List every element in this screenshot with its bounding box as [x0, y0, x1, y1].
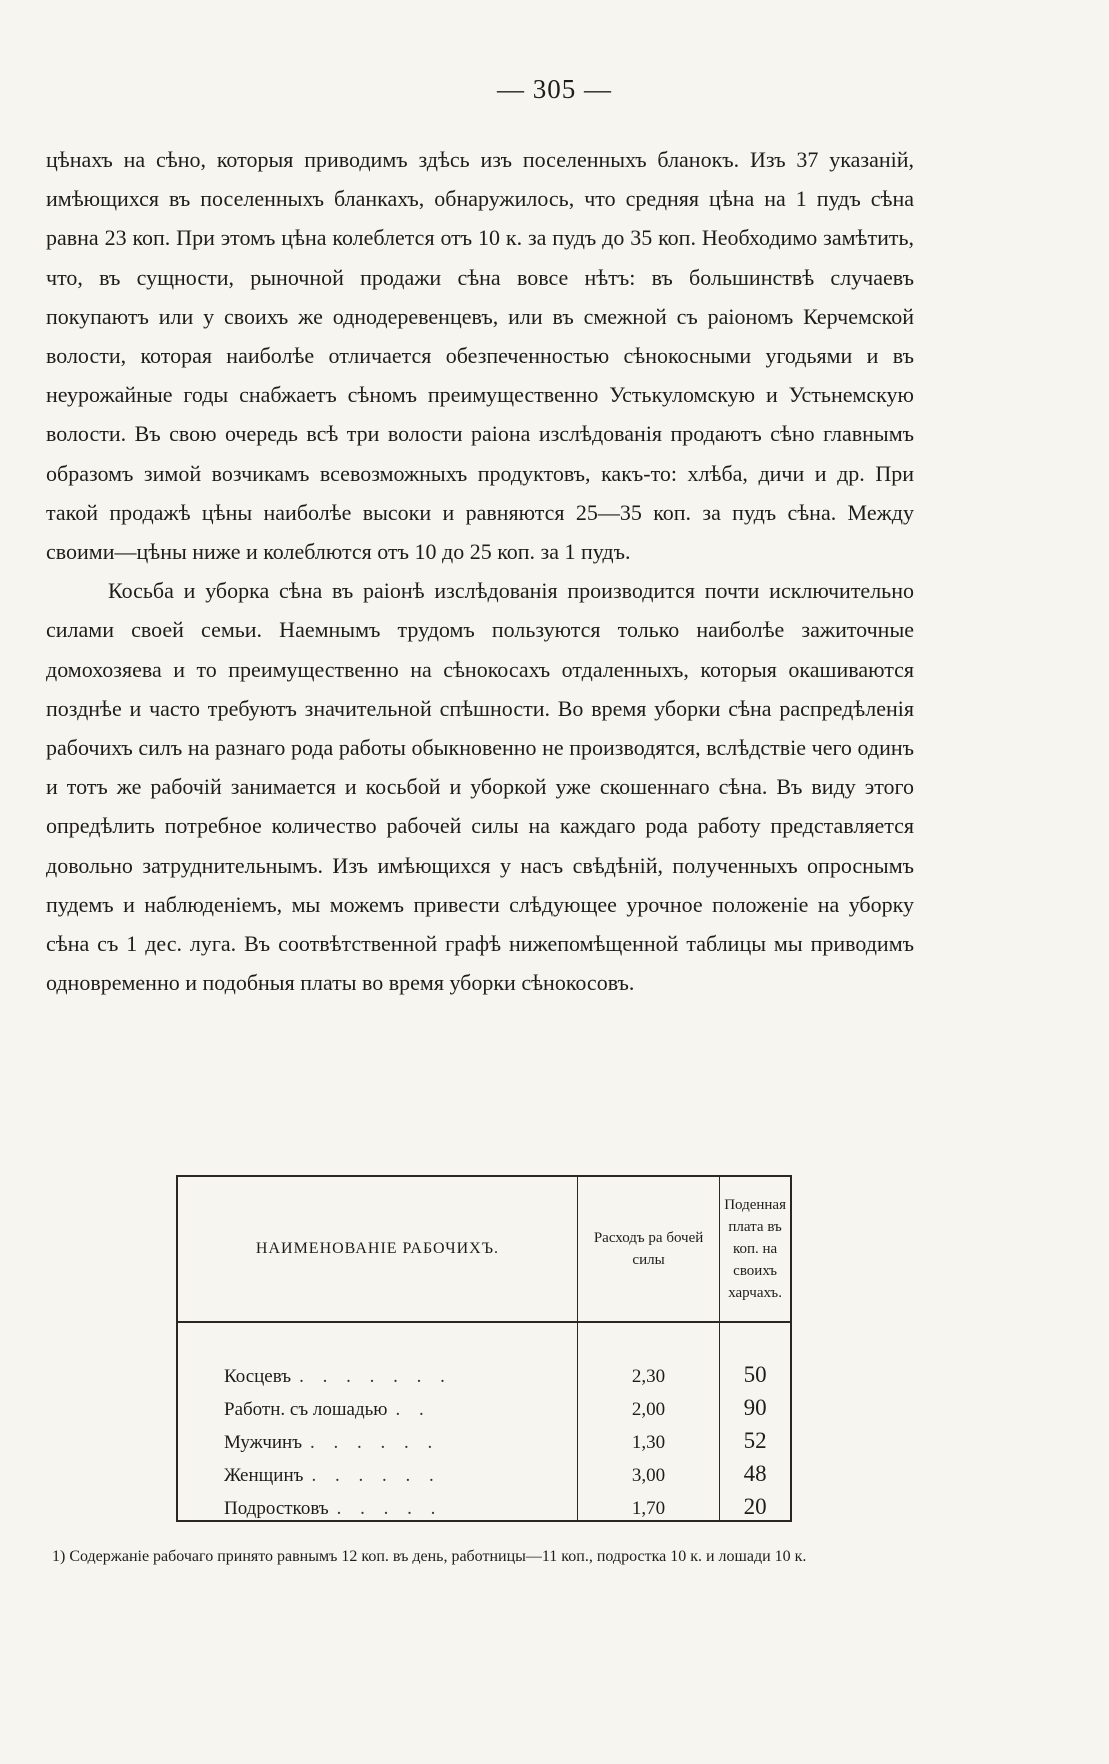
labor-expense-value: 2,30: [577, 1355, 719, 1388]
table-header-row: [177, 1176, 791, 1322]
daily-wage-value: 20: [720, 1487, 791, 1521]
body-text: [46, 140, 914, 1002]
table-row: [177, 1454, 791, 1487]
labor-expense-value: 1,70: [577, 1487, 719, 1521]
workers-table: [176, 1175, 792, 1522]
worker-name: Мужчинъ: [224, 1431, 303, 1453]
leader-dots: . . . . . .: [310, 1431, 440, 1453]
page-number: — 305 —: [497, 74, 612, 104]
daily-wage-value: 52: [720, 1421, 791, 1454]
footnote: 1) Содержаніе рабочаго принято равнымъ 12 коп. въ день, работницы—11 коп., подростка 10 к. и лошади 10 к.: [52, 1548, 807, 1565]
labor-expense-value: 3,00: [577, 1454, 719, 1487]
table-row: [177, 1421, 791, 1454]
table-row: [177, 1388, 791, 1421]
table-row: [177, 1487, 791, 1521]
daily-wage-value: 50: [720, 1355, 791, 1388]
paragraph-1: цѣнахъ на сѣно, которыя приводимъ здѣсь изъ поселенныхъ бланокъ. Изъ 37 указаній, имѣющихся въ поселенныхъ бланкахъ, обнаружилось, что средняя цѣна на 1 пудъ сѣна равна 23 коп. При этомъ цѣна колеблется отъ 10 к. за пудъ до 35 коп. Необходимо замѣтить, что, въ сущности, рыночной продажи сѣна вовсе нѣтъ: въ большинствѣ случаевъ покупаютъ или у своихъ же однодеревенцевъ, или въ смежной съ раіономъ Керчемской волости, которая наиболѣе отличается обезпеченностью сѣнокосными угодьями и въ неурожайные годы снабжаетъ сѣномъ преимущественно Устькуломскую и Устьнемскую волости. Въ свою очередь всѣ три волости раіона изслѣдованія продаютъ сѣно главнымъ образомъ зимой возчикамъ всевозможныхъ продуктовъ, какъ-то: хлѣба, дичи и др. При такой продажѣ цѣны наиболѣе высоки и равняются 25—35 коп. за пудъ сѣна. Между своими—цѣны ниже и колеблются отъ 10 до 25 коп. за 1 пудъ.: [46, 147, 914, 565]
workers-table-container: [176, 1175, 792, 1522]
leader-dots: . . . . . . .: [299, 1365, 452, 1387]
leader-dots: . . . . . .: [311, 1464, 441, 1486]
header-worker-name: НАИМЕНОВАНІЕ РАБОЧИХЪ.: [177, 1176, 577, 1322]
labor-expense-value: 2,00: [577, 1388, 719, 1421]
labor-expense-value: 1,30: [577, 1421, 719, 1454]
worker-name: Женщинъ: [224, 1464, 304, 1486]
worker-name: Подростковъ: [224, 1498, 329, 1519]
table-spacer-row: [177, 1322, 791, 1355]
daily-wage-value: 90: [720, 1388, 791, 1421]
leader-dots: . .: [395, 1398, 431, 1420]
worker-name: Работн. съ лошадью: [224, 1398, 388, 1420]
paragraph-2: Косьба и уборка сѣна въ раіонѣ изслѣдованія производится почти исключительно силами своей семьи. Наемнымъ трудомъ пользуются только наиболѣе зажиточные домохозяева и то преимущественно на сѣнокосахъ отдаленныхъ, которыя окашиваются позднѣе и часто требуютъ значительной спѣшности. Во время уборки сѣна распредѣленія рабочихъ силъ на разнаго рода работы обыкновенно не производятся, вслѣдствіе чего одинъ и тотъ же рабочій занимается и косьбой и уборкой уже скошеннаго сѣна. Въ виду этого опредѣлить потребное количество рабочей силы на каждаго рода работу представляется довольно затруднительнымъ. Изъ имѣющихся у насъ свѣдѣній, полученныхъ опроснымъ пудемъ и наблюденіемъ, мы можемъ привести слѣдующее урочное положеніе на уборку сѣна съ 1 дес. луга. Въ соотвѣтственной графѣ нижепомѣщенной таблицы мы приводимъ одновременно и подобныя платы во время уборки сѣнокосовъ.: [46, 578, 914, 996]
leader-dots: . . . . .: [336, 1498, 443, 1519]
header-labor-expense: Расходъ ра бочей силы: [577, 1176, 719, 1322]
worker-name: Косцевъ: [224, 1365, 292, 1387]
daily-wage-value: 48: [720, 1454, 791, 1487]
table-row: [177, 1355, 791, 1388]
header-daily-wage: Поденная плата въ коп. на своихъ харчахъ.: [720, 1176, 791, 1322]
